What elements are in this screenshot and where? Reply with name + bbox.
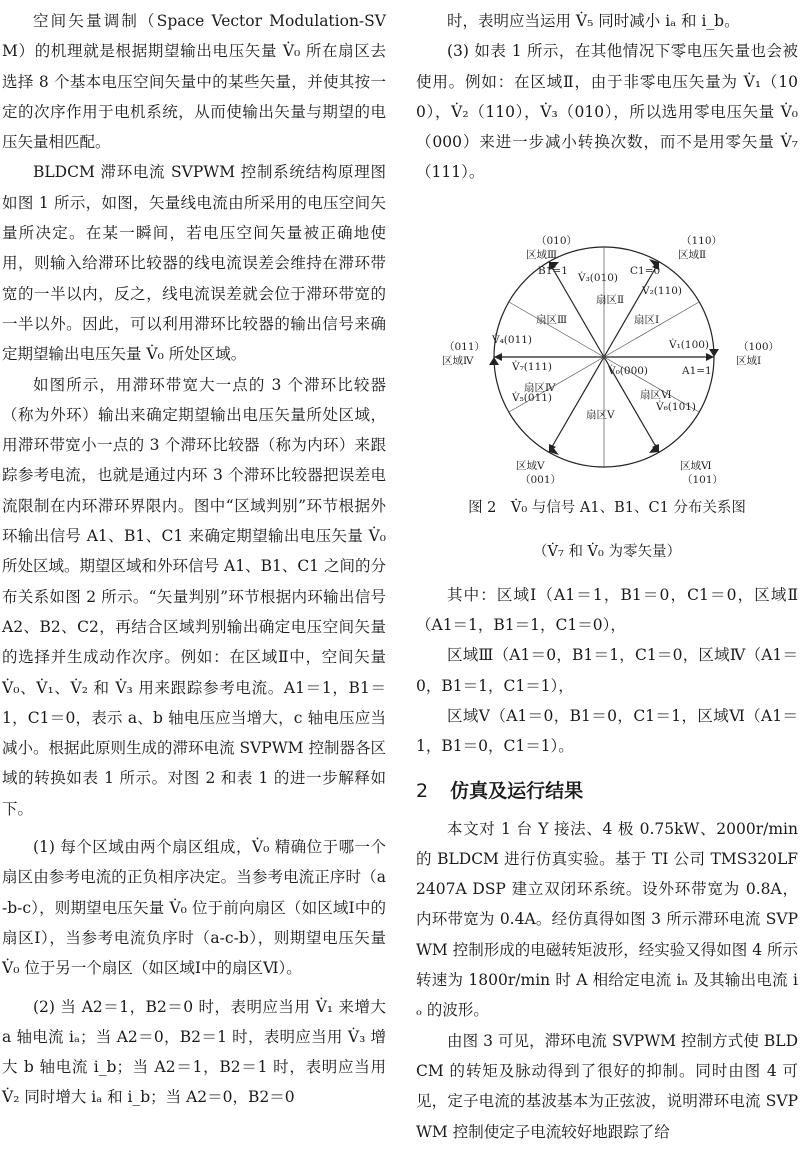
paragraph: 区域Ⅲ（A1＝0，B1＝1，C1＝0，区域Ⅳ（A1＝0，B1＝1，C1＝1）， — [416, 646, 798, 695]
left-column — [2, 6, 386, 1113]
paragraph: 由图 3 可见，滞环电流 SVPWM 控制方式使 BLDCM 的转矩及脉动得到了很好的抑制。同时由图 4 可见，定子电流的基波基本为正弦波，说明滞环电流 SVPWM 控制使定子电流较好地跟踪了给 — [416, 1031, 798, 1141]
vector-label: V̇₀(000) — [608, 364, 649, 377]
vector-label: V̇₄(011) — [492, 333, 533, 346]
vector-hexagon-diagram — [416, 226, 798, 488]
region-code: （001） — [520, 473, 562, 486]
region-code: （011） — [444, 340, 486, 353]
vector-label: V̇₇(111) — [512, 360, 553, 373]
paragraph: 如图所示，用滞环带宽大一点的 3 个滞环比较器（称为外环）输出来确定期望输出电压矢量所处区域，用滞环带宽小一点的 3 个滞环比较器（称为内环）来跟踪参考电流，也就是通过内环 3 个滞环比较器把误差电流限制在内环滞环界限内。图中“区域判别”环节根据外环输出信号 A1、B1、C1 来确定期望输出电压矢量 V̇₀ 所处区域。期望区域和外环信号 A1、B1、C1 之间的分布关系如图 2 所示。“矢量判别”环节根据内环输出信号 A2、B2、C2，再结合区域判别输出确定电压空间矢量的选择并生成动作次序。例如：在区域Ⅱ中，空间矢量 V̇₀、V̇₁、V̇₂ 和 V̇₃ 用来跟踪参考电流。A1＝1，B1＝1，C1＝0，表示 a、b 轴电压应当增大，c 轴电压应当减小。根据此原则生成的滞环电流 SVPWM 控制器各区域的转换如表 1 所示。对图 2 和表 1 的进一步解释如下。 — [2, 375, 386, 818]
region-name: 区域Ⅰ — [736, 354, 762, 367]
paragraph: 本文对 1 台 Y 接法、4 极 0.75kW、2000r/min 的 BLDCM 进行仿真实验。基于 TI 公司 TMS320LF2407A DSP 建立双闭环系统。设外环带宽为 0.8A，内环带宽为 0.4A。经仿真得如图 3 所示滞环电流 SVPWM 控制形成的电磁转矩波形，经实验又得如图 4 所示转速为 1800r/min 时 A 相给定电流 iₙ 及其输出电流 iₒ 的波形。 — [416, 819, 798, 1020]
region-code: （010） — [536, 234, 578, 247]
section-number: 2 — [416, 779, 429, 802]
paragraph: 其中：区域Ⅰ（A1＝1，B1＝0，C1＝0，区域Ⅱ（A1＝1，B1＝1，C1＝0）， — [416, 585, 798, 635]
vector-label: V̇₁(100) — [669, 338, 710, 351]
section-title: 仿真及运行结果 — [450, 779, 584, 802]
region-code: （101） — [682, 473, 724, 486]
figure-caption: 图 2 V̇₀ 与信号 A1、B1、C1 分布关系图 — [468, 499, 746, 516]
sector-label: 扇区Ⅵ — [640, 388, 672, 401]
right-column — [416, 6, 798, 1147]
paragraph: BLDCM 滞环电流 SVPWM 控制系统结构原理图如图 1 所示，如图，矢量线电流由所采用的电压空间矢量所决定。在某一瞬间，若电压空间矢量被正确地使用，则输入给滞环比较器的线电流误差会维持在滞环带宽的一半以内，反之，线电流误差就会位于滞环带宽的一半以外。因此，可以利用滞环比较器的输出信号来确定期望输出电压矢量 V̇₀ 所处区域。 — [2, 163, 386, 364]
paragraph: 区域Ⅴ（A1＝0，B1＝0，C1＝1，区域Ⅵ（A1＝1，B1＝0，C1＝1）。 — [416, 706, 798, 756]
boundary-label: C1=0 — [630, 264, 661, 277]
sector-label: 扇区Ⅰ — [634, 313, 660, 326]
paragraph: 空间矢量调制（Space Vector Modulation-SVM）的机理就是根据期望输出电压矢量 V̇₀ 所在扇区去选择 8 个基本电压空间矢量中的某些矢量，并使其按一定的次序作用于电机系统，从而使输出矢量与期望的电压矢量相匹配。 — [2, 12, 386, 152]
region-name: 区域Ⅵ — [680, 459, 712, 472]
sector-label: 扇区Ⅲ — [536, 313, 568, 326]
vector-label: V̇₆(101) — [656, 400, 697, 413]
section-heading — [416, 776, 798, 806]
sector-label: 扇区Ⅱ — [596, 293, 625, 306]
sector-label: 扇区Ⅴ — [586, 408, 615, 421]
paragraph: 时，表明应当运用 V̇₅ 同时减小 iₐ 和 i_b。 — [447, 12, 740, 30]
boundary-label: A1=1 — [682, 364, 712, 377]
vector-label: V̇₂(110) — [642, 284, 683, 297]
vector-label: V̇₅(011) — [512, 391, 553, 404]
vector-label: V̇₃(010) — [578, 271, 619, 284]
region-name: 区域Ⅳ — [442, 354, 474, 367]
region-name: 区域Ⅲ — [526, 248, 558, 261]
paragraph: (2) 当 A2＝1，B2＝0 时，表明应当用 V̇₁ 来增大 a 轴电流 iₐ；当 A2＝0，B2＝1 时，表明应当用 V̇₃ 增大 b 轴电流 i_b；当 A2＝1，B2＝1 时，表明应当用 V̇₂ 同时增大 iₐ 和 i_b；当 A2＝0，B2＝0 — [2, 997, 386, 1107]
region-name: 区域Ⅴ — [516, 459, 545, 472]
paragraph: (1) 每个区域由两个扇区组成，V̇₀ 精确位于哪一个扇区由参考电流的正负相序决定。当参考电流正序时（a-b-c），则期望电压矢量 V̇₀ 位于前向扇区（如区域Ⅰ中的扇区Ⅰ），当参考电流负序时（a-c-b），则期望电压矢量 V̇₀ 位于另一个扇区（如区域Ⅰ中的扇区Ⅵ）。 — [2, 838, 386, 978]
sector-label: 扇区Ⅳ — [524, 381, 556, 394]
boundary-label: B1=1 — [538, 264, 568, 277]
paragraph: (3) 如表 1 所示，在其他情况下零电压矢量也会被使用。例如：在区域Ⅱ，由于非零电压矢量为 V̇₁（100），V̇₂（110），V̇₃（010），所以选用零电压矢量 V̇₀（000）来进一步减小转换次数，而不是用零矢量 V̇₇（111）。 — [416, 42, 798, 182]
region-name: 区域Ⅱ — [678, 248, 707, 261]
figure-vector-diagram — [416, 226, 798, 488]
region-code: （110） — [681, 234, 723, 247]
figure-caption-note: （V̇₇ 和 V̇₀ 为零矢量） — [533, 543, 681, 560]
region-code: （100） — [738, 340, 780, 353]
